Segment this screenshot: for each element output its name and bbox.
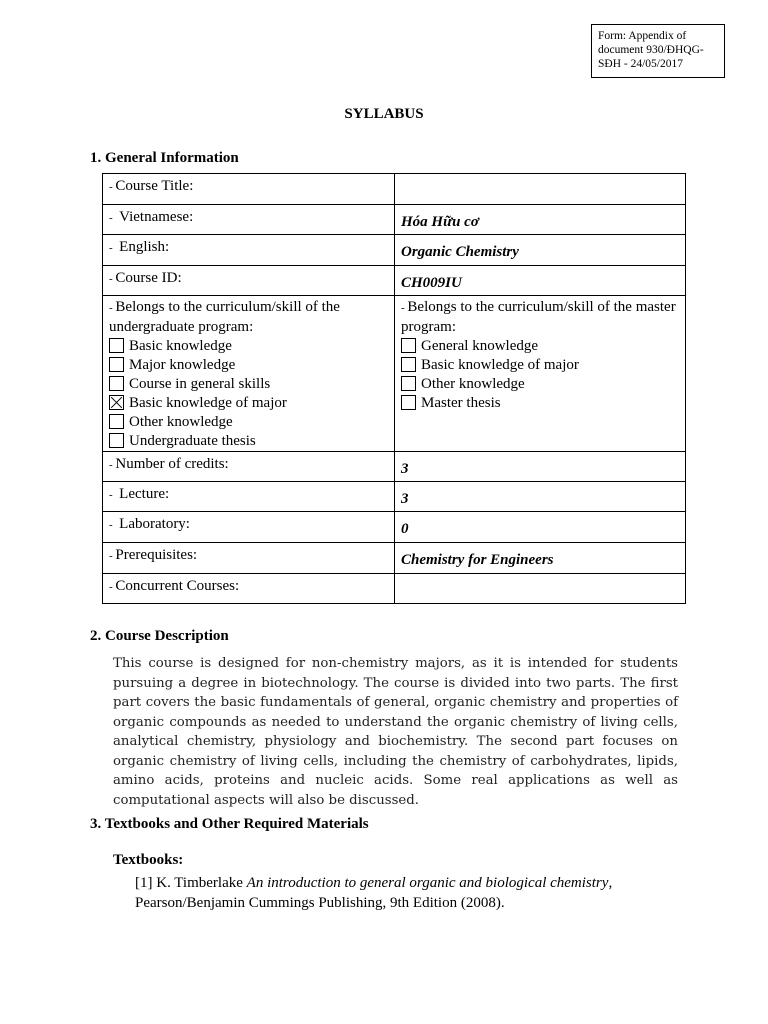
checkbox-empty-icon[interactable] <box>109 338 124 353</box>
checkbox-option <box>109 375 388 394</box>
row-concurrent: - Concurrent Courses: <box>103 574 686 604</box>
checkbox-empty-icon[interactable] <box>109 433 124 448</box>
master-heading: Belongs to the curriculum/skill of the master program: <box>401 299 676 335</box>
lecture-value: 3 <box>395 482 686 512</box>
undergrad-heading: Belongs to the curriculum/skill of the undergraduate program: <box>109 299 340 335</box>
reference-prefix: [1] K. Timberlake <box>135 875 247 891</box>
checkbox-label: Basic knowledge <box>129 338 232 354</box>
vietnamese-value: Hóa Hữu cơ <box>395 205 686 235</box>
checkbox-empty-icon[interactable] <box>109 376 124 391</box>
row-english: - English: Organic Chemistry <box>103 235 686 266</box>
row-curriculum: - Belongs to the curriculum/skill of the undergraduate program: Basic knowledge Major knowledge Course in general skills Basic knowledge of major Other knowledge Undergraduate thesis - Belongs to the curriculum/skill of the master program: General knowledge Basic knowledge of major Other knowledge Master thesis <box>103 296 686 452</box>
row-laboratory: - Laboratory: 0 <box>103 512 686 543</box>
row-credits: - Number of credits: 3 <box>103 452 686 482</box>
english-label: English: <box>119 239 170 255</box>
checkbox-label: Master thesis <box>421 395 501 411</box>
section-course-description: 2. Course Description <box>90 628 229 644</box>
laboratory-label: Laboratory: <box>119 516 190 532</box>
course-description: This course is designed for non-chemistry majors, as it is intended for students pursuing a degree in biotechnology. The course is divided into two parts. The first part covers the basic fundamentals of general, organic chemistry and properties of organic compounds as needed to understand the organic chemistry of living cells, analytical chemistry, physiology and biochemistry. The second part focuses on organic chemistry of living cells, including the chemistry of carbohydrates, lipids, amino acids, proteins and nucleic acids. Some real applications as well as computational aspects will also be discussed. <box>113 656 678 808</box>
checkbox-label: Major knowledge <box>129 357 236 373</box>
page-title: SYLLABUS <box>344 106 424 122</box>
checkbox-label: Basic knowledge of major <box>421 357 579 373</box>
checkbox-option <box>401 337 679 356</box>
course-title-label: Course Title: <box>115 178 194 194</box>
checkbox-label: Course in general skills <box>129 376 271 392</box>
checkbox-empty-icon[interactable] <box>109 414 124 429</box>
prereq-label: Prerequisites: <box>115 547 198 563</box>
checkbox-option <box>109 337 388 356</box>
checkbox-option <box>401 394 679 413</box>
laboratory-value: 0 <box>395 512 686 543</box>
checkbox-empty-icon[interactable] <box>401 338 416 353</box>
credits-value: 3 <box>395 452 686 482</box>
undergrad-options <box>109 337 388 451</box>
checkbox-empty-icon[interactable] <box>401 357 416 372</box>
checkbox-empty-icon[interactable] <box>401 395 416 410</box>
row-lecture: - Lecture: 3 <box>103 482 686 512</box>
general-info-table <box>102 173 686 604</box>
lecture-label: Lecture: <box>119 486 170 502</box>
textbook-reference <box>135 873 695 913</box>
form-note: Form: Appendix of document 930/ĐHQG-SĐH - 24/05/2017 <box>591 24 725 78</box>
checkbox-option <box>401 356 679 375</box>
row-course-title: - Course Title: <box>103 174 686 205</box>
checkbox-label: Undergraduate thesis <box>129 433 256 449</box>
checkbox-label: Other knowledge <box>129 414 233 430</box>
checkbox-label: General knowledge <box>421 338 539 354</box>
checkbox-option <box>109 394 388 413</box>
course-title-value <box>395 174 686 205</box>
section-textbooks: 3. Textbooks and Other Required Materials <box>90 816 369 832</box>
reference-suffix: , Pearson/Benjamin Cummings Publishing, 9th Edition (2008). <box>135 875 613 911</box>
vietnamese-label: Vietnamese: <box>119 209 194 225</box>
course-id-label: Course ID: <box>115 270 182 286</box>
concurrent-value <box>395 574 686 604</box>
checkbox-label: Other knowledge <box>421 376 525 392</box>
master-options <box>401 337 679 413</box>
checkbox-checked-icon[interactable] <box>109 395 124 410</box>
row-prerequisites: - Prerequisites: Chemistry for Engineers <box>103 543 686 574</box>
prereq-value: Chemistry for Engineers <box>395 543 686 574</box>
textbooks-label: Textbooks: <box>113 852 184 868</box>
checkbox-label: Basic knowledge of major <box>129 395 287 411</box>
checkbox-option <box>401 375 679 394</box>
row-vietnamese: - Vietnamese: Hóa Hữu cơ <box>103 205 686 235</box>
concurrent-label: Concurrent Courses: <box>115 578 240 594</box>
reference-title: An introduction to general organic and biological chemistry <box>246 875 609 891</box>
checkbox-option <box>109 413 388 432</box>
credits-label: Number of credits: <box>115 456 229 472</box>
row-course-id: - Course ID: CH009IU <box>103 266 686 296</box>
checkbox-option <box>109 432 388 451</box>
course-id-value: CH009IU <box>395 266 686 296</box>
section-general-information: 1. General Information <box>90 150 239 166</box>
english-value: Organic Chemistry <box>395 235 686 266</box>
checkbox-option <box>109 356 388 375</box>
checkbox-empty-icon[interactable] <box>401 376 416 391</box>
checkbox-empty-icon[interactable] <box>109 357 124 372</box>
